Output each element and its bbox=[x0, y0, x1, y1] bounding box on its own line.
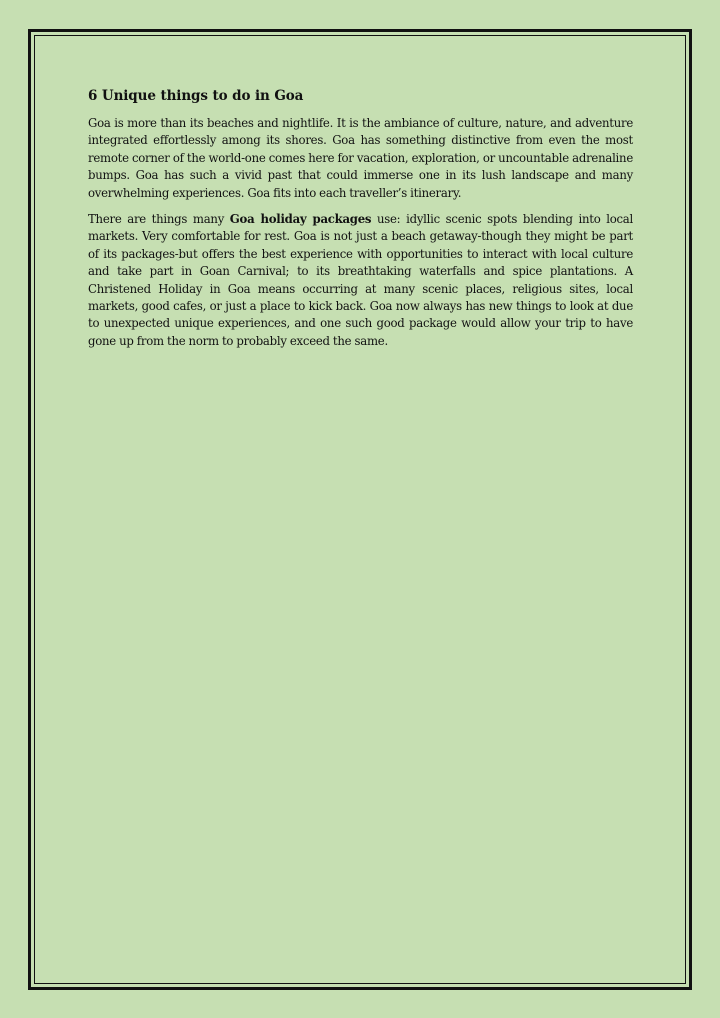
document-body bbox=[88, 86, 633, 359]
paragraph-intro: Goa is more than its beaches and nightlife. It is the ambiance of culture, nature, and adventure integrated effortlessly among its shores. Goa has something distinctive from even the most remote corner of the world-one comes here for vacation, exploration, or uncountable adrenaline bumps. Goa has such a vivid past that could immerse one in its lush landscape and many overwhelming experiences. Goa fits into each traveller’s itinerary. bbox=[88, 116, 633, 200]
paragraph-packages bbox=[88, 211, 633, 350]
goa-holiday-packages-link-text: Goa holiday packages bbox=[229, 212, 372, 227]
paragraph-packages-start: There are things many bbox=[88, 212, 230, 227]
document-title: 6 Unique things to do in Goa bbox=[88, 88, 304, 104]
paragraph-packages-end: use: idyllic scenic spots blending into local markets. Very comfortable for rest. Goa is not just a beach getaway-though they might be part of its packages-but offers the best experience with opportunities to interact with local culture and take part in Goan Carnival; to its breathtaking waterfalls and spice plantations. A Christened Holiday in Goa means occurring at many scenic places, religious sites, local markets, good cafes, or just a place to kick back. Goa now always has new things to look at due to unexpected unique experiences, and one such good package would allow your trip to have gone up from the norm to probably exceed the same. bbox=[88, 212, 633, 348]
